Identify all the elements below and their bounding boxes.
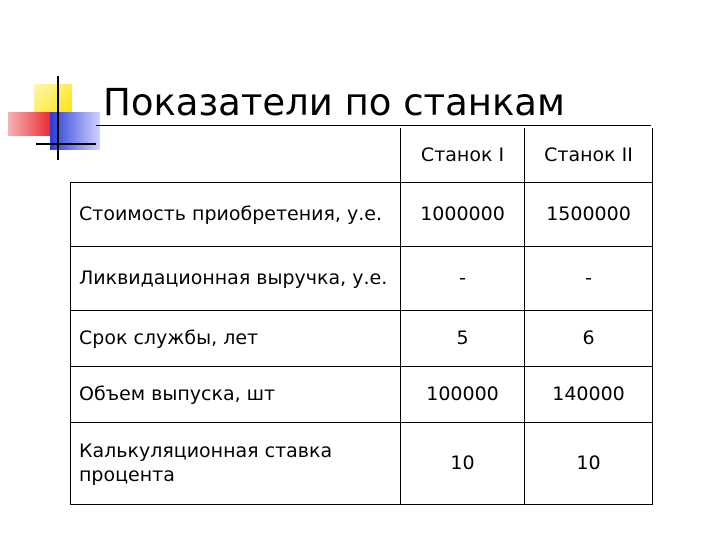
header-machine-2: Станок II <box>525 128 653 182</box>
row-label: Калькуляционная ставка процента <box>71 422 401 504</box>
machines-table <box>70 128 653 505</box>
row-value-machine-2: - <box>525 246 653 310</box>
header-machine-1: Станок I <box>401 128 525 182</box>
row-value-machine-1: - <box>401 246 525 310</box>
page-title: Показатели по станкам <box>103 81 565 124</box>
header-empty-cell <box>71 128 401 182</box>
row-label: Стоимость приобретения, у.е. <box>71 182 401 246</box>
row-value-machine-1: 100000 <box>401 366 525 422</box>
row-value-machine-2: 6 <box>525 310 653 366</box>
row-label: Ликвидационная выручка, у.е. <box>71 246 401 310</box>
row-label: Объем выпуска, шт <box>71 366 401 422</box>
title-divider <box>96 125 651 126</box>
table-row <box>71 182 653 246</box>
table-row <box>71 246 653 310</box>
row-value-machine-1: 5 <box>401 310 525 366</box>
table-row <box>71 366 653 422</box>
row-label: Срок службы, лет <box>71 310 401 366</box>
row-value-machine-1: 1000000 <box>401 182 525 246</box>
row-value-machine-2: 140000 <box>525 366 653 422</box>
row-value-machine-1: 10 <box>401 422 525 504</box>
table-header-row <box>71 128 653 182</box>
row-value-machine-2: 1500000 <box>525 182 653 246</box>
table-row <box>71 310 653 366</box>
row-value-machine-2: 10 <box>525 422 653 504</box>
table-row <box>71 422 653 504</box>
